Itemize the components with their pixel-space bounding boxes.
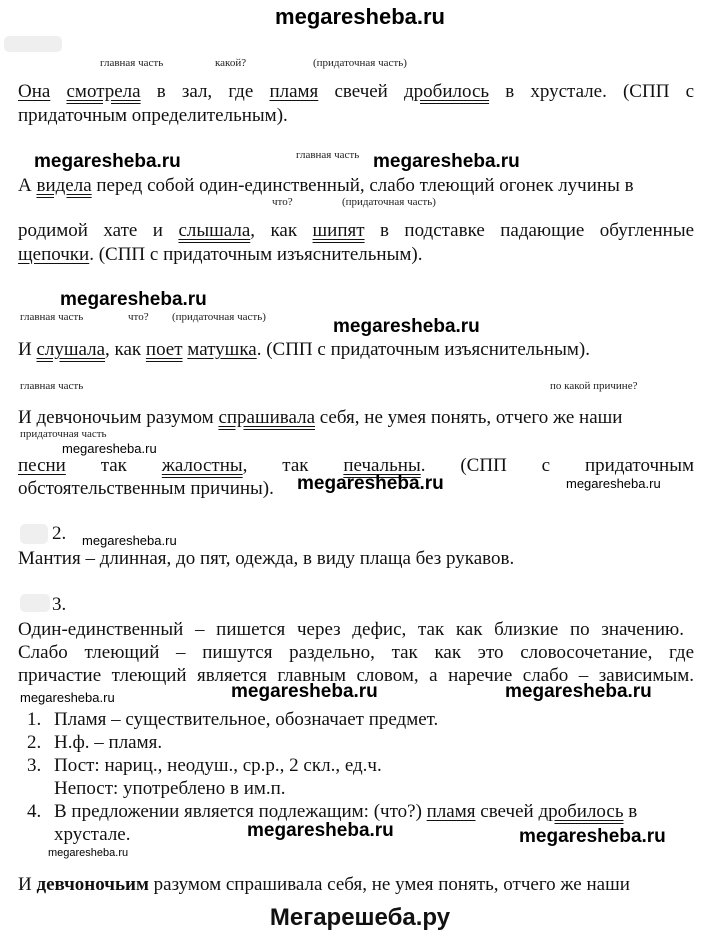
task-3-line-1: Один-единственный – пишется через дефис, так как близкие по значению. bbox=[18, 619, 684, 640]
subject-word: пламя bbox=[426, 801, 476, 822]
closing-sentence: И девчоночьим разумом спрашивала себя, не умея понять, отчего же наши bbox=[18, 874, 630, 895]
text: свечей bbox=[318, 81, 405, 102]
bold-word: девчоночьим bbox=[36, 874, 149, 895]
text: в зал, где bbox=[140, 81, 270, 102]
sentence-2-line-3: щепочки. (СПП с придаточным изъяснительным). bbox=[18, 244, 423, 265]
sentence-2-line-1: А видела перед собой один-единственный, слабо тлеющий огонек лучины в bbox=[18, 175, 634, 196]
watermark-small: megaresheba.ru bbox=[20, 690, 115, 705]
scheme-label-main: главная часть bbox=[20, 380, 84, 392]
watermark-small: megaresheba.ru bbox=[62, 441, 157, 456]
text: в хрустале. (СПП с bbox=[489, 81, 694, 102]
sentence-3: И слушала, как поет матушка. (СПП с придаточным изъяснительным). bbox=[18, 339, 590, 360]
scheme-label-subordinate: придаточная часть bbox=[20, 428, 107, 440]
predicate-word: дробилось bbox=[404, 81, 490, 102]
scan-smudge bbox=[20, 524, 48, 544]
watermark: megaresheba.ru bbox=[373, 151, 520, 172]
watermark: megaresheba.ru bbox=[60, 289, 207, 310]
predicate-word: слушала bbox=[36, 339, 106, 360]
predicate-word: поет bbox=[145, 339, 183, 360]
list-item: 4. В предложении является подлежащим: (что?) пламя свечей дробилось в хрустале. bbox=[46, 800, 698, 846]
list-item: 2. Н.ф. – пламя. bbox=[46, 731, 698, 754]
watermark: megaresheba.ru bbox=[519, 826, 666, 847]
list-item: 1. Пламя – существительное, обозначает предмет. bbox=[46, 708, 698, 731]
subject-word: пламя bbox=[269, 81, 319, 102]
watermark-small: megaresheba.ru bbox=[82, 533, 177, 548]
task-3-line-3: причастие тлеющий является главным словом, а наречие слабо – зависимым. bbox=[18, 665, 694, 686]
sentence-1-line-1 bbox=[18, 80, 694, 103]
scheme-label-question: какой? bbox=[215, 57, 247, 69]
subject-word: песни bbox=[18, 455, 66, 476]
watermark: megaresheba.ru bbox=[231, 681, 378, 702]
subject-word: Она bbox=[18, 81, 51, 102]
predicate-word: спрашивала bbox=[218, 407, 316, 428]
task-2-number: 2. bbox=[52, 523, 67, 544]
scheme-label-question: что? bbox=[128, 311, 149, 323]
task-3-number: 3. bbox=[52, 594, 67, 615]
scan-smudge bbox=[20, 594, 50, 612]
task-2-text: Мантия – длинная, до пят, одежда, в виду плаща без рукавов. bbox=[18, 548, 515, 569]
task-3-line-2: Слабо тлеющий – пишутся раздельно, так как это словосочетание, где bbox=[18, 642, 694, 663]
predicate-word: дробилось bbox=[538, 801, 624, 822]
predicate-word: слышала bbox=[178, 220, 251, 241]
scheme-label-subordinate: (придаточная часть) bbox=[172, 311, 266, 323]
scheme-label-question: что? bbox=[272, 196, 293, 208]
predicate-word: жалостны bbox=[161, 455, 243, 476]
predicate-word: смотрела bbox=[66, 81, 141, 102]
sentence-4-line-1: И девчоночьим разумом спрашивала себя, не умея понять, отчего же наши bbox=[18, 407, 623, 428]
header-watermark: megaresheba.ru bbox=[275, 4, 445, 29]
watermark: megaresheba.ru bbox=[247, 820, 394, 841]
watermark: megaresheba.ru bbox=[297, 473, 444, 494]
scheme-label-subordinate: (придаточная часть) bbox=[313, 57, 407, 69]
scan-smudge bbox=[4, 36, 62, 52]
scheme-label-main: главная часть bbox=[20, 311, 84, 323]
predicate-word: видела bbox=[36, 175, 92, 196]
watermark: megaresheba.ru bbox=[505, 681, 652, 702]
watermark: megaresheba.ru bbox=[34, 151, 181, 172]
sentence-1-line-2: придаточным определительным). bbox=[18, 105, 288, 126]
watermark: megaresheba.ru bbox=[333, 316, 480, 337]
watermark-small: megaresheba.ru bbox=[566, 476, 661, 491]
sentence-4-line-3: обстоятельственным причины). bbox=[18, 478, 274, 499]
watermark-small: megaresheba.ru bbox=[48, 847, 129, 859]
predicate-word: печальны bbox=[343, 455, 421, 476]
subject-word: матушка bbox=[187, 339, 257, 360]
scheme-label-subordinate: (придаточная часть) bbox=[342, 196, 436, 208]
scheme-label-main: главная часть bbox=[100, 57, 164, 69]
list-item: 3. Пост: нариц., неодуш., ср.р., 2 скл., ед.ч. Непост: употреблено в им.п. bbox=[46, 754, 698, 800]
sentence-2-line-2: родимой хате и слышала, как шипят в подставке падающие обугленные bbox=[18, 220, 695, 241]
predicate-word: шипят bbox=[312, 220, 365, 241]
subject-word: щепочки bbox=[18, 244, 90, 265]
scheme-label-question: по какой причине? bbox=[550, 380, 638, 392]
footer-brand: Мегарешеба.ру bbox=[269, 904, 451, 931]
scheme-label-main: главная часть bbox=[296, 149, 360, 161]
sentence-4-line-2: песни так жалостны, так печальны. (СПП с придаточным bbox=[18, 455, 694, 476]
